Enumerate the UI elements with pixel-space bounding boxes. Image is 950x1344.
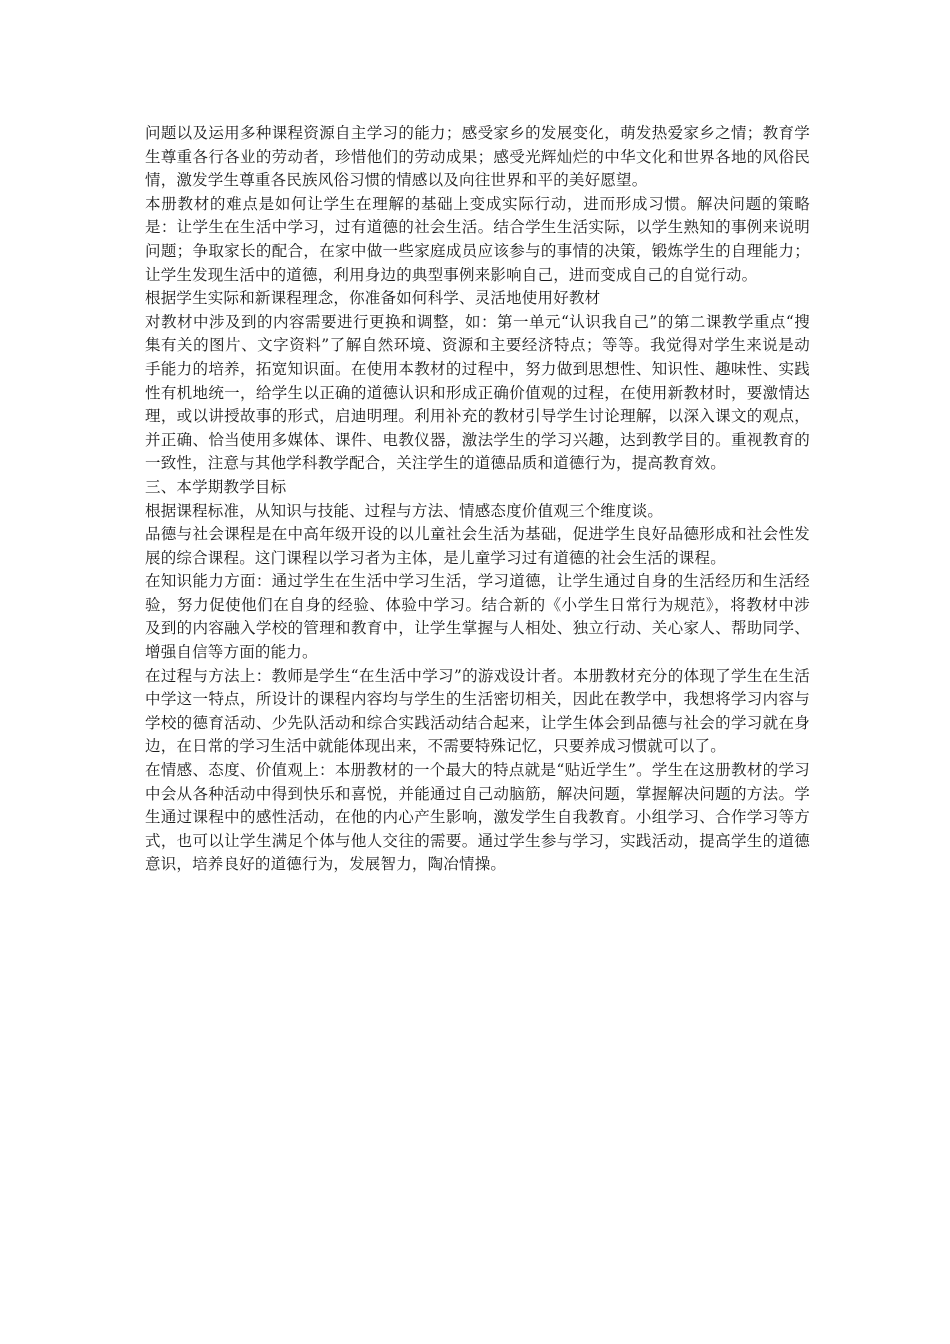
- paragraph-process-method: 在过程与方法上：教师是学生“在生活中学习”的游戏设计者。本册教材充分的体现了学生在生活中学这一特点，所设计的课程内容均与学生的生活密切相关，因此在教学中，我想将学习内容与学校的德育活动、少先队活动和综合实践活动结合起来，让学生体会到品德与社会的学习就在身边，在日常的学习生活中就能体现出来，不需要特殊记忆，只要养成习惯就可以了。: [145, 666, 810, 756]
- paragraph-textbook-usage: 对教材中涉及到的内容需要进行更换和调整，如：第一单元“认识我自己”的第二课教学重点“搜集有关的图片、文字资料”了解自然环境、资源和主要经济特点；等等。我觉得对学生来说是动手能力的培养，拓宽知识面。在使用本教材的过程中，努力做到思想性、知识性、趣味性、实践性有机地统一，给学生以正确的道德认识和形成正确价值观的过程，在使用新教材时，要激情达理，或以讲授故事的形式，启迪明理。利用补充的教材引导学生讨论理解，以深入课文的观点，并正确、恰当使用多媒体、课件、电教仪器，激法学生的学习兴趣，达到教学目的。重视教育的一致性，注意与其他学科教学配合，关注学生的道德品质和道德行为，提高教育效。: [145, 312, 810, 473]
- paragraph-question-heading: 根据学生实际和新课程理念，你准备如何科学、灵活地使用好教材: [145, 289, 601, 308]
- paragraph-course-intro: 品德与社会课程是在中高年级开设的以儿童社会生活为基础，促进学生良好品德形成和社会性发展的综合课程。这门课程以学习者为主体，是儿童学习过有道德的社会生活的课程。: [145, 525, 810, 567]
- paragraph-difficulty: 本册教材的难点是如何让学生在理解的基础上变成实际行动，进而形成习惯。解决问题的策略是：让学生在生活中学习，过有道德的社会生活。结合学生生活实际，以学生熟知的事例来说明问题；争取家长的配合，在家中做一些家庭成员应该参与的事情的决策，锻炼学生的自理能力；让学生发现生活中的道德，利用身边的典型事例来影响自己，进而变成自己的自觉行动。: [145, 194, 810, 284]
- paragraph-goals-continued: 问题以及运用多种课程资源自主学习的能力；感受家乡的发展变化，萌发热爱家乡之情；教育学生尊重各行各业的劳动者，珍惜他们的劳动成果；感受光辉灿烂的中华文化和世界各地的风俗民情，激发学生尊重各民族风俗习惯的情感以及向往世界和平的美好愿望。: [145, 124, 810, 190]
- paragraph-knowledge-ability: 在知识能力方面：通过学生在生活中学习生活，学习道德，让学生通过自身的生活经历和生活经验，努力促使他们在自身的经验、体验中学习。结合新的《小学生日常行为规范》，将教材中涉及到的内容融入学校的管理和教育中，让学生掌握与人相处、独立行动、关心家人、帮助同学、增强自信等方面的能力。: [145, 572, 810, 662]
- document-body: [145, 122, 810, 877]
- paragraph-three-dimensions: 根据课程标准，从知识与技能、过程与方法、情感态度价值观三个维度谈。: [145, 501, 664, 520]
- section-heading-teaching-goals: 三、本学期教学目标: [145, 477, 287, 496]
- paragraph-emotion-attitude: 在情感、态度、价值观上：本册教材的一个最大的特点就是“贴近学生”。学生在这册教材的学习中会从各种活动中得到快乐和喜悦，并能通过自己动脑筋，解决问题，掌握解决问题的方法。学生通过课程中的感性活动，在他的内心产生影响，激发学生自我教育。小组学习、合作学习等方式，也可以让学生满足个体与他人交往的需要。通过学生参与学习，实践活动，提高学生的道德意识，培养良好的道德行为，发展智力，陶冶情操。: [145, 761, 810, 874]
